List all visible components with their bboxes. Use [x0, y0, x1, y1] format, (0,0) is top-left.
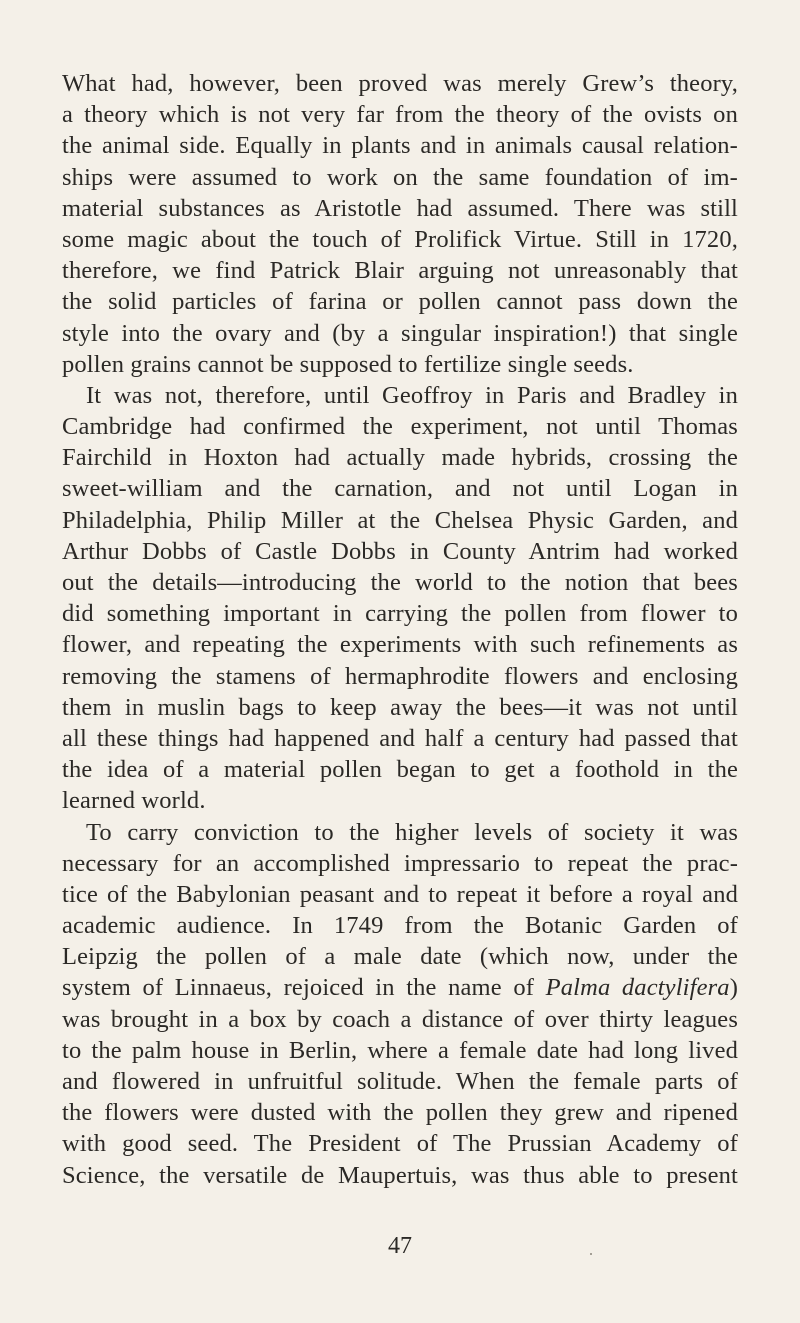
text-line: ships were assumed to work on the same foundation of im- [62, 163, 738, 191]
text-line: tice of the Babylonian peasant and to repeat it before a royal and [62, 880, 738, 908]
text-line: out the details—introducing the world to the notion that bees [62, 569, 738, 596]
text-line: Leipzig the pollen of a male date (which now, under the [62, 943, 738, 971]
text-line: style into the ovary and (by a singular inspiration!) that single [62, 319, 738, 347]
text-line: a theory which is not very far from the theory of the ovists on [62, 101, 738, 129]
text-line: learned world. [62, 787, 206, 815]
text-line: some magic about the touch of Prolifick Virtue. Still in 1720, [62, 225, 738, 253]
text-line: the solid particles of farina or pollen cannot pass down the [62, 288, 738, 316]
text-line: the flowers were dusted with the pollen they grew and ripened [62, 1099, 738, 1127]
text-line: the idea of a material pollen began to get a foothold in the [62, 756, 738, 784]
paragraph-2 [62, 380, 738, 817]
text-line: academic audience. In 1749 from the Botanic Garden of [62, 912, 738, 940]
text-line: Arthur Dobbs of Castle Dobbs in County Antrim had worked [62, 537, 738, 565]
text-line: therefore, we find Patrick Blair arguing not unreasonably that [62, 257, 738, 285]
page-text-body [62, 68, 738, 1191]
text-line: all these things had happened and half a century had passed that [62, 724, 738, 752]
page-number: 47 [388, 1233, 412, 1259]
text-line: material substances as Aristotle had assumed. There was still [62, 194, 738, 222]
text-line: sweet-william and the carnation, and not until Logan in [62, 475, 738, 503]
text-line: to the palm house in Berlin, where a female date had long lived [62, 1036, 738, 1064]
text-line: removing the stamens of hermaphrodite flowers and enclosing [62, 662, 738, 690]
text-line: system of Linnaeus, rejoiced in the name of Palma dactylifera) [62, 974, 738, 1002]
text-line: Fairchild in Hoxton had actually made hybrids, crossing the [62, 444, 738, 472]
species-name: Palma dactylifera [545, 974, 730, 1002]
text-line: Science, the versatile de Maupertuis, was thus able to present [62, 1161, 738, 1189]
paragraph-3 [62, 817, 738, 1191]
paper-speck [590, 1253, 592, 1255]
text-line: and flowered in unfruitful solitude. When the female parts of [62, 1068, 738, 1095]
text-line: the animal side. Equally in plants and in animals causal relation- [62, 132, 738, 160]
text-line: flower, and repeating the experiments with such refinements as [62, 631, 738, 659]
text-line: pollen grains cannot be supposed to fertilize single seeds. [62, 350, 634, 378]
text-line: To carry conviction to the higher levels of society it was [86, 818, 738, 846]
text-line: necessary for an accomplished impressario to repeat the prac- [62, 849, 738, 877]
paragraph-1 [62, 68, 738, 380]
text-line: Cambridge had confirmed the experiment, not until Thomas [62, 413, 738, 441]
text-line: was brought in a box by coach a distance of over thirty leagues [62, 1005, 738, 1033]
text-line: Philadelphia, Philip Miller at the Chelsea Physic Garden, and [62, 506, 738, 534]
text-line: It was not, therefore, until Geoffroy in Paris and Bradley in [86, 381, 738, 409]
text-line: with good seed. The President of The Prussian Academy of [62, 1130, 738, 1158]
text-line: What had, however, been proved was merely Grew’s theory, [62, 70, 738, 97]
text-line: them in muslin bags to keep away the bees—it was not until [62, 693, 738, 721]
text-line: did something important in carrying the pollen from flower to [62, 600, 738, 628]
